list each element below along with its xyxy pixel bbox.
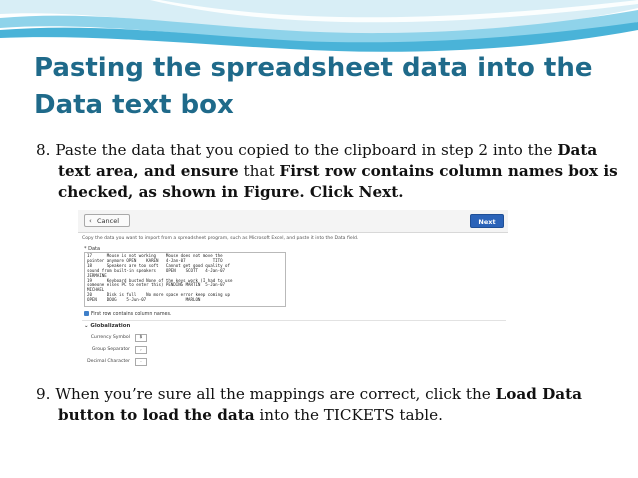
chevron-left-icon: ‹ bbox=[89, 217, 92, 225]
next-button[interactable]: Next bbox=[470, 214, 504, 228]
currency-symbol-input[interactable]: $ bbox=[135, 334, 147, 342]
step-8-text-part2: that bbox=[238, 162, 280, 180]
step-8-text bbox=[36, 140, 628, 203]
data-field-label: * Data bbox=[84, 246, 101, 252]
wizard-toolbar bbox=[78, 210, 508, 233]
chevron-down-icon: ⌄ bbox=[84, 323, 91, 329]
slide-title: Pasting the spreadsheet data into the Data text box bbox=[34, 53, 593, 120]
checkbox-checked-icon[interactable] bbox=[84, 311, 89, 316]
step-9-number: 9. bbox=[36, 385, 56, 403]
first-row-checkbox-row[interactable] bbox=[84, 311, 172, 317]
group-separator-input[interactable]: , bbox=[135, 346, 147, 354]
decimal-character-label: Decimal Character bbox=[87, 359, 130, 364]
globalization-label: Globalization bbox=[90, 323, 131, 329]
group-separator-label: Group Separator bbox=[91, 347, 130, 352]
step-9-text-part1: When you’re sure all the mappings are correct, click the bbox=[55, 385, 496, 403]
first-row-label: First row contains column names. bbox=[91, 312, 172, 317]
step-8-number: 8. bbox=[36, 141, 56, 159]
globalization-header[interactable] bbox=[84, 323, 130, 329]
decimal-character-input[interactable]: . bbox=[135, 358, 147, 366]
embedded-screenshot bbox=[78, 210, 508, 370]
cancel-button-label: Cancel bbox=[97, 217, 120, 225]
step-9-text-part2: into the TICKETS table. bbox=[254, 406, 443, 424]
currency-symbol-label: Currency Symbol bbox=[90, 335, 130, 340]
step-8-bold-part1: Data text area, and ensure bbox=[58, 141, 598, 180]
step-8-text-part1: Paste the data that you copied to the clipboard in step 2 into the bbox=[55, 141, 558, 159]
step-9-text bbox=[36, 384, 628, 426]
step-8-bold-part2: First row contains column names box is checked, as shown in Figure. Click Next. bbox=[58, 162, 618, 201]
section-divider bbox=[82, 320, 506, 321]
step-9-bold-part1: Load Data button to load the data bbox=[58, 385, 583, 424]
cancel-button[interactable] bbox=[84, 214, 130, 227]
import-instructions: Copy the data you want to import from a spreadsheet program, such as Microsoft Excel, and paste it into the Data field. bbox=[82, 236, 359, 241]
data-textarea[interactable]: 17 Mouse is not working Mouse does not move the pointer anymore OPEN KAREN 4-Jan-07 TITO 18 Speakers are too soft Cannot get good quality of sound from built-in speakers OPEN SCOTT 4-Jan-07 JERMAINE 19 Keyboard busted None of the keys work (I had to use someone elses PC to enter this) PENDING MARTIN 5-Jan-07 MICHAEL 20 Disk is full No more space error keep coming up OPEN DOUG 5-Jun-07 MARLON bbox=[84, 252, 286, 307]
